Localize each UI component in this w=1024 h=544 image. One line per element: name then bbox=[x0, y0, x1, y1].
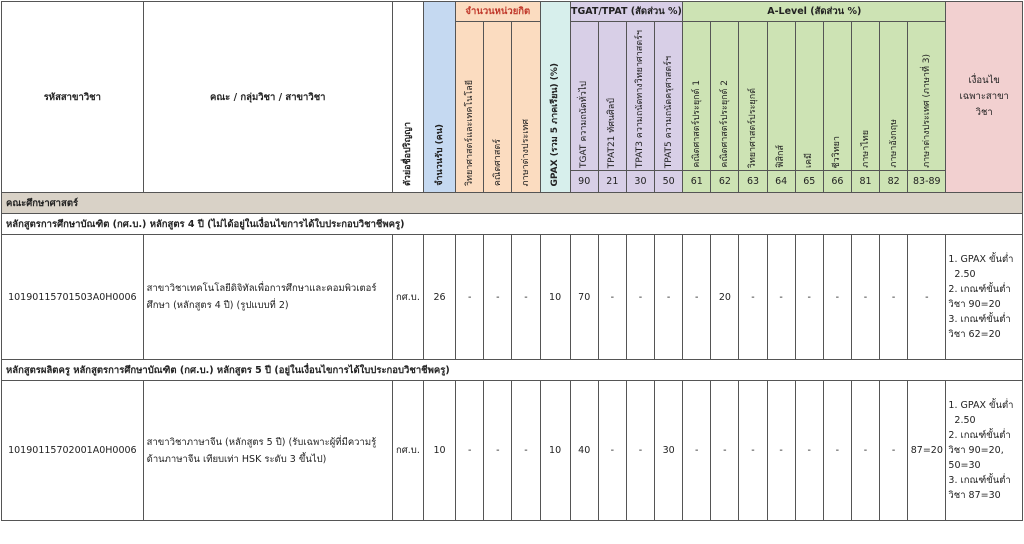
major-name: สาขาวิชาเทคโนโลยีดิจิทัลเพื่อการศึกษาและคอมพิวเตอร์ศึกษา (หลักสูตร 4 ปี) (รูปแบบที่ 2) bbox=[143, 235, 392, 360]
header-alevel-col: คณิตศาสตร์ประยุกต์ 2 bbox=[711, 22, 739, 171]
program-title: หลักสูตรผลิตครู หลักสูตรการศึกษาบัณฑิต (กศ.บ.) หลักสูตร 5 ปี (อยู่ในเงื่อนไขการได้ใบประกอบวิชาชีพครู) bbox=[2, 360, 1023, 381]
program-title: หลักสูตรการศึกษาบัณฑิต (กศ.บ.) หลักสูตร 4 ปี (ไม่ได้อยู่ในเงื่อนไขการได้ใบประกอบวิชาชีพครู) bbox=[2, 214, 1023, 235]
major-code: 10190115702001A0H0006 bbox=[2, 381, 144, 521]
table-cell: - bbox=[598, 381, 626, 521]
header-credit-lang: ภาษาต่างประเทศ bbox=[512, 22, 540, 193]
header-credit-math: คณิตศาสตร์ bbox=[484, 22, 512, 193]
table-cell: - bbox=[767, 235, 795, 360]
table-cell: 10 bbox=[540, 235, 570, 360]
table-cell: - bbox=[851, 235, 879, 360]
header-gpax: GPAX (รวม 5 ภาคเรียน) (%) bbox=[540, 2, 570, 193]
header-alevel-group: A-Level (สัดส่วน %) bbox=[683, 2, 946, 22]
subject-code: 83-89 bbox=[908, 171, 946, 193]
table-cell: - bbox=[484, 235, 512, 360]
table-cell: - bbox=[683, 235, 711, 360]
subject-code: 64 bbox=[767, 171, 795, 193]
header-alevel-col: เคมี bbox=[795, 22, 823, 171]
header-alevel-col: ชีววิทยา bbox=[823, 22, 851, 171]
table-cell: 87=20 bbox=[908, 381, 946, 521]
table-cell: 40 bbox=[570, 381, 598, 521]
header-degree: ตัวย่อชื่อปริญญา bbox=[392, 2, 423, 193]
header-code: รหัสสาขาวิชา bbox=[2, 2, 144, 193]
header-alevel-col: ภาษาอังกฤษ bbox=[880, 22, 908, 171]
table-cell: 10 bbox=[540, 381, 570, 521]
subject-code: 65 bbox=[795, 171, 823, 193]
table-cell: - bbox=[908, 235, 946, 360]
faculty-row: คณะศึกษาศาสตร์ bbox=[2, 193, 1023, 214]
subject-code: 82 bbox=[880, 171, 908, 193]
table-cell: - bbox=[767, 381, 795, 521]
header-alevel-col: วิทยาศาสตร์ประยุกต์ bbox=[739, 22, 767, 171]
subject-code: 62 bbox=[711, 171, 739, 193]
header-credit-group: จำนวนหน่วยกิต bbox=[456, 2, 540, 22]
major-code: 10190115701503A0H0006 bbox=[2, 235, 144, 360]
table-cell: - bbox=[880, 235, 908, 360]
subject-code: 61 bbox=[683, 171, 711, 193]
table-cell: - bbox=[626, 381, 654, 521]
degree-abbr: กศ.บ. bbox=[392, 235, 423, 360]
table-cell: - bbox=[683, 381, 711, 521]
header-faculty: คณะ / กลุ่มวิชา / สาขาวิชา bbox=[143, 2, 392, 193]
seats-value: 26 bbox=[424, 235, 456, 360]
header-alevel-col: ฟิสิกส์ bbox=[767, 22, 795, 171]
table-row bbox=[2, 235, 1023, 360]
subject-code: 30 bbox=[626, 171, 654, 193]
table-cell: - bbox=[711, 381, 739, 521]
conditions-cell: 1. GPAX ขั้นต่ำ 2.50 2. เกณฑ์ขั้นต่ำ วิชา 90=20, 50=30 3. เกณฑ์ขั้นต่ำ วิชา 87=30 bbox=[946, 381, 1023, 521]
table-cell: - bbox=[880, 381, 908, 521]
header-alevel-col: ภาษาไทย bbox=[851, 22, 879, 171]
seats-value: 10 bbox=[424, 381, 456, 521]
table-cell: 70 bbox=[570, 235, 598, 360]
major-name: สาขาวิชาภาษาจีน (หลักสูตร 5 ปี) (รับเฉพาะผู้ที่มีความรู้ด้านภาษาจีน เทียบเท่า HSK ระดับ 3 ขึ้นไป) bbox=[143, 381, 392, 521]
subject-code: 63 bbox=[739, 171, 767, 193]
table-cell: - bbox=[456, 235, 484, 360]
table-cell: - bbox=[484, 381, 512, 521]
table-cell: 20 bbox=[711, 235, 739, 360]
header-tgat-col: TPAT5 ความถนัดครุศาสตร์ฯ bbox=[655, 22, 683, 171]
subject-code: 50 bbox=[655, 171, 683, 193]
subject-code: 66 bbox=[823, 171, 851, 193]
table-cell: - bbox=[456, 381, 484, 521]
subject-code: 81 bbox=[851, 171, 879, 193]
header-credit-sci: วิทยาศาสตร์และเทคโนโลยี bbox=[456, 22, 484, 193]
table-cell: - bbox=[851, 381, 879, 521]
table-cell: - bbox=[823, 235, 851, 360]
table-cell: - bbox=[823, 381, 851, 521]
header-tgat-col: TPAT3 ความถนัดทางวิทยาศาสตร์ฯ bbox=[626, 22, 654, 171]
table-cell: - bbox=[512, 235, 540, 360]
subject-code: 90 bbox=[570, 171, 598, 193]
degree-abbr: กศ.บ. bbox=[392, 381, 423, 521]
table-cell: - bbox=[795, 381, 823, 521]
subject-code: 21 bbox=[598, 171, 626, 193]
admission-table bbox=[1, 1, 1023, 521]
header-tgat-group: TGAT/TPAT (สัดส่วน %) bbox=[570, 2, 683, 22]
table-cell: - bbox=[512, 381, 540, 521]
header-tgat-col: TGAT ความถนัดทั่วไป bbox=[570, 22, 598, 171]
table-cell: - bbox=[795, 235, 823, 360]
table-cell: - bbox=[598, 235, 626, 360]
conditions-cell: 1. GPAX ขั้นต่ำ 2.50 2. เกณฑ์ขั้นต่ำ วิชา 90=20 3. เกณฑ์ขั้นต่ำ วิชา 62=20 bbox=[946, 235, 1023, 360]
header-conditions: เงื่อนไขเฉพาะสาขาวิชา bbox=[946, 2, 1023, 193]
table-cell: - bbox=[655, 235, 683, 360]
table-cell: 30 bbox=[655, 381, 683, 521]
header-seats: จำนวนรับ (คน) bbox=[424, 2, 456, 193]
header-alevel-col: ภาษาต่างประเทศ (ภาษาที่ 3) bbox=[908, 22, 946, 171]
table-cell: - bbox=[739, 381, 767, 521]
table-cell: - bbox=[626, 235, 654, 360]
header-alevel-col: คณิตศาสตร์ประยุกต์ 1 bbox=[683, 22, 711, 171]
table-row bbox=[2, 381, 1023, 521]
header-tgat-col: TPAT21 ทัศนศิลป์ bbox=[598, 22, 626, 171]
table-cell: - bbox=[739, 235, 767, 360]
